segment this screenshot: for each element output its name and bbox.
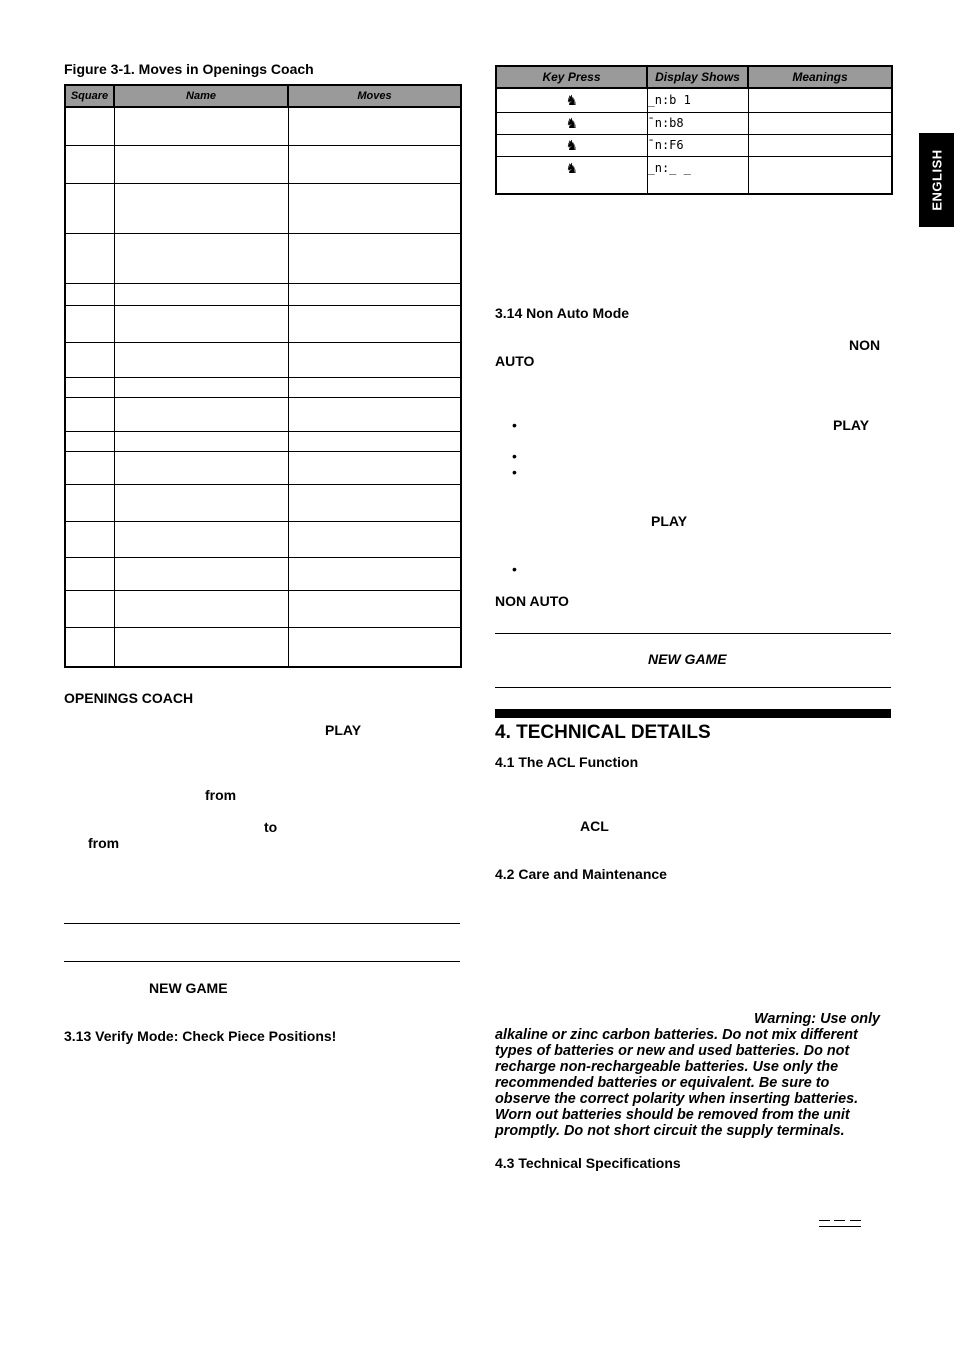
table-row [65,431,461,451]
warning-line: recommended batteries or equivalent. Be sure to [495,1075,830,1091]
header-meanings: Meanings [748,66,892,88]
display-value: ¯n:b8 [647,112,748,134]
bullet: • [512,561,517,577]
header-name: Name [114,85,288,107]
knight-icon: ♞ [565,91,579,108]
table-row [65,590,461,627]
openings-coach-label: OPENINGS COACH [64,690,194,706]
language-tab [919,133,954,227]
divider [495,633,891,634]
auto-label: AUTO [495,353,535,369]
header-key-press: Key Press [496,66,647,88]
play-label: PLAY [833,417,870,433]
acl-label: ACL [580,818,609,834]
table-row [65,377,461,397]
table-row [65,557,461,590]
divider [64,923,460,924]
table-row [65,305,461,342]
knight-icon: ♞ [565,114,579,131]
display-value: _n:b 1 [647,88,748,112]
new-game-label: NEW GAME [648,651,727,667]
section-heading: 4.2 Care and Maintenance [495,866,667,882]
table-row [65,484,461,521]
openings-table [64,84,462,668]
warning-line: promptly. Do not short circuit the supply terminals. [495,1123,845,1139]
knight-icon: ♞ [565,159,579,176]
table-row [65,342,461,377]
table-row [65,233,461,283]
header-square: Square [65,85,114,107]
table-row [65,521,461,557]
play-label: PLAY [325,722,362,738]
table-row [496,112,892,134]
header-moves: Moves [288,85,461,107]
table-row [496,156,892,194]
to-label: to [264,819,278,835]
warning-line: recharge non-rechargeable batteries. Use only the [495,1059,839,1075]
section-heading: 3.13 Verify Mode: Check Piece Positions! [64,1028,337,1044]
figure-caption: Figure 3-1. Moves in Openings Coach [64,61,314,77]
section-heading: 4.1 The ACL Function [495,754,639,770]
from-label-2: from [88,835,120,851]
new-game-label: NEW GAME [149,980,228,996]
table-row [65,183,461,233]
bullet: • [512,448,517,464]
bullet: • [512,417,517,433]
table-row [65,283,461,305]
warning-line: types of batteries or new and used batteries. Do not [495,1043,850,1059]
section-bar [495,709,891,718]
non-label: NON [849,337,881,353]
knight-icon: ♞ [565,136,579,153]
display-value: _n:_ _ [647,156,748,194]
table-row [65,107,461,145]
table-row [496,88,892,112]
key-press-table [495,65,893,195]
battery-warning [495,1011,895,1139]
table-row [65,145,461,183]
divider [495,687,891,688]
bullet: • [512,464,517,480]
warning-line: Worn out batteries should be removed from the unit [495,1107,850,1123]
header-display-shows: Display Shows [647,66,748,88]
warning-line: alkaline or zinc carbon batteries. Do not mix different [495,1027,858,1043]
section-title: 4. TECHNICAL DETAILS [495,722,711,743]
dc-symbol-icon [819,1220,861,1228]
table-row [65,397,461,431]
divider [64,961,460,962]
language-tab-label: ENGLISH [929,149,944,211]
non-auto-label: NON AUTO [495,593,569,609]
play-label: PLAY [651,513,688,529]
table-row [65,627,461,667]
table-row [496,134,892,156]
from-label: from [205,787,237,803]
warning-line: Warning: Use only [754,1011,881,1027]
display-value: ¯n:F6 [647,134,748,156]
section-heading: 3.14 Non Auto Mode [495,305,630,321]
warning-line: observe the correct polarity when inserting batteries. [495,1091,859,1107]
section-heading: 4.3 Technical Specifications [495,1155,681,1171]
table-row [65,451,461,484]
